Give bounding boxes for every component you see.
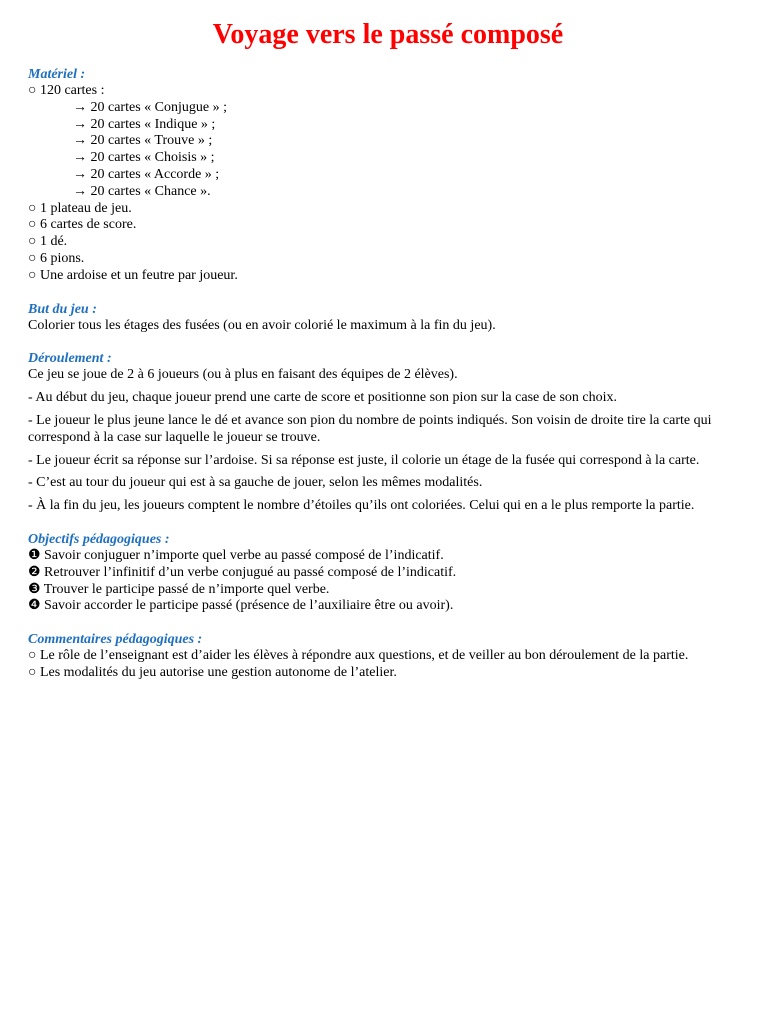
section-but — [28, 301, 740, 335]
section-deroulement — [28, 350, 740, 515]
paragraph: Colorier tous les étages des fusées (ou en avoir colorié le maximum à la fin du jeu). — [28, 317, 496, 333]
paragraph: - C’est au tour du joueur qui est à sa gauche de jouer, selon les mêmes modalités. — [28, 475, 483, 491]
list-item: ○ 6 pions. — [28, 250, 85, 266]
section-heading-commentaires: Commentaires pédagogiques : — [28, 632, 203, 648]
section-objectifs — [28, 531, 740, 615]
list-item: ○ Les modalités du jeu autorise une gestion autonome de l’atelier. — [28, 664, 397, 680]
section-heading-materiel: Matériel : — [28, 67, 86, 82]
list-item: ○ 1 plateau de jeu. — [28, 200, 132, 216]
list-subitem: → 20 cartes « Choisis » ; — [73, 150, 215, 166]
list-subitem: → 20 cartes « Chance ». — [73, 183, 211, 199]
paragraph: - Au début du jeu, chaque joueur prend une carte de score et positionne son pion sur la case de son choix. — [28, 390, 617, 406]
list-item: ❷ Retrouver l’infinitif d’un verbe conjugué au passé composé de l’indicatif. — [28, 564, 457, 580]
list-item: ○ Une ardoise et un feutre par joueur. — [28, 267, 238, 283]
section-heading-objectifs: Objectifs pédagogiques : — [28, 531, 170, 547]
section-heading-but: But du jeu : — [28, 301, 97, 317]
list-item: ○ Le rôle de l’enseignant est d’aider les élèves à répondre aux questions, et de veiller au bon déroulement de la partie. — [28, 648, 689, 664]
list-item: ○ 1 dé. — [28, 234, 68, 250]
list-subitem: → 20 cartes « Indique » ; — [73, 116, 216, 132]
section-materiel — [28, 66, 740, 285]
paragraph: Ce jeu se joue de 2 à 6 joueurs (ou à plus en faisant des équipes de 2 élèves). — [28, 367, 458, 383]
list-subitem: → 20 cartes « Trouve » ; — [73, 133, 213, 149]
list-item: ❹ Savoir accorder le participe passé (présence de l’auxiliaire être ou avoir). — [28, 598, 454, 614]
section-heading-deroulement: Déroulement : — [28, 351, 112, 367]
paragraph: - Le joueur écrit sa réponse sur l’ardoise. Si sa réponse est juste, il colorie un étage de la fusée qui correspond à la carte. — [28, 452, 700, 468]
document-body — [28, 66, 740, 682]
list-subitem: → 20 cartes « Conjugue » ; — [73, 99, 227, 115]
list-item: ❶ Savoir conjuguer n’importe quel verbe au passé composé de l’indicatif. — [28, 547, 444, 563]
paragraph: - À la fin du jeu, les joueurs comptent le nombre d’étoiles qu’ils ont coloriées. Celui qui en a le plus remporte la partie. — [28, 498, 695, 514]
list-subitem: → 20 cartes « Accorde » ; — [73, 166, 220, 182]
section-commentaires — [28, 631, 740, 682]
list-item: ○ 6 cartes de score. — [28, 217, 137, 233]
page-title: Voyage vers le passé composé — [212, 19, 564, 50]
paragraph: - Le joueur le plus jeune lance le dé et avance son pion du nombre de points indiqués. Son voisin de droite tire la carte qui correspond à la case sur laquelle le joueur se trouve. — [28, 412, 712, 445]
list-item: ❸ Trouver le participe passé de n’importe quel verbe. — [28, 581, 330, 597]
list-item-cards-total: ○ 120 cartes : — [28, 83, 105, 98]
